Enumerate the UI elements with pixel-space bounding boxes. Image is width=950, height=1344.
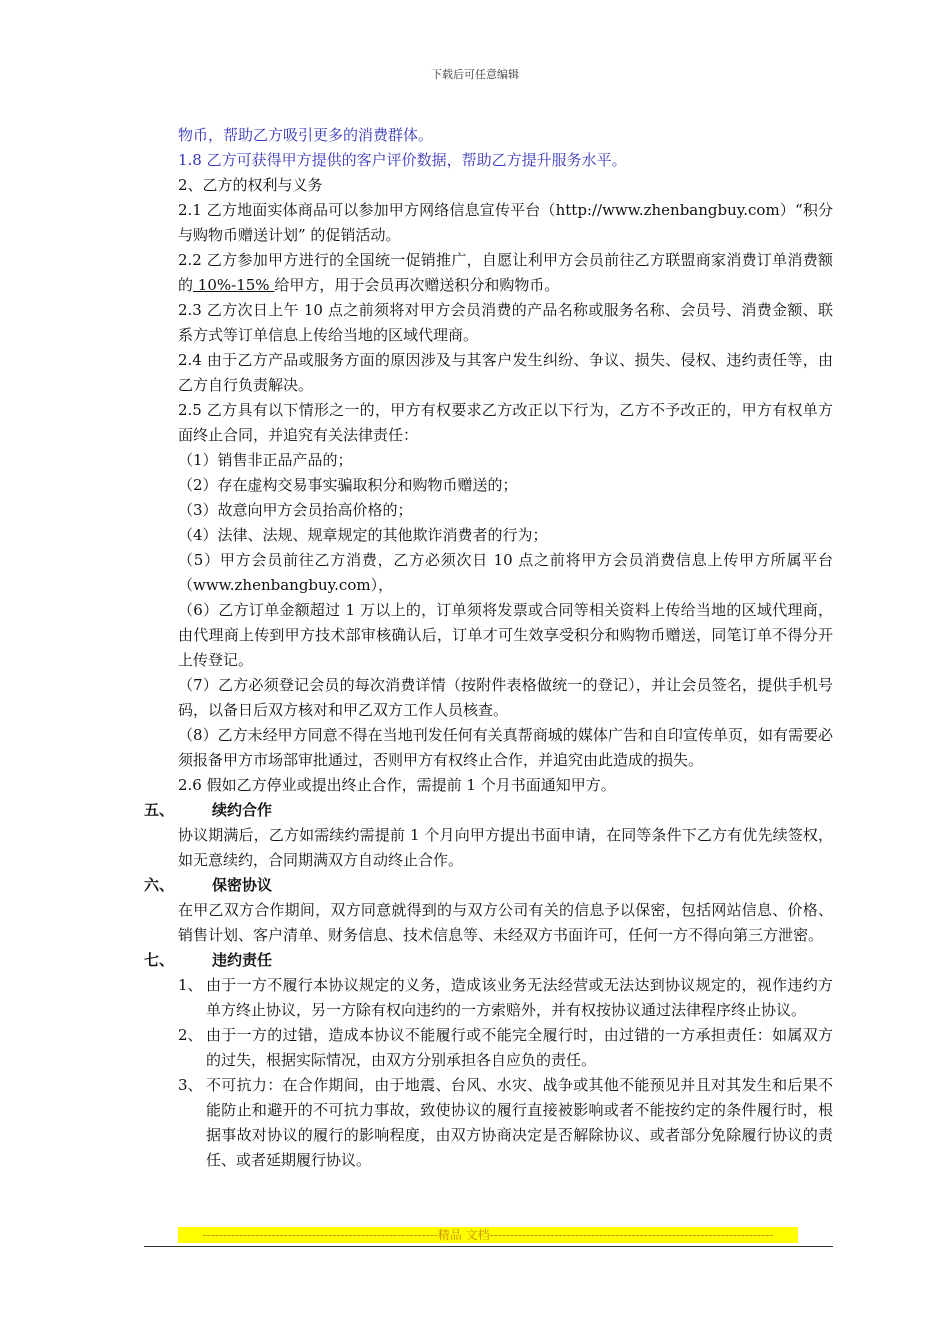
- rebate-percentage: 10%-15%: [193, 276, 275, 294]
- footer-divider: [144, 1246, 833, 1247]
- section-number: 五、: [144, 801, 175, 819]
- section-heading-6: [0, 873, 950, 898]
- list-item-text: 不可抗力：在合作期间，由于地震、台风、水灾、战争或其他不能预见并且对其发生和后果不能防止和避开的不可抗力事故，致使协议的履行直接被影响或者不能按约定的条件履行时，根据事故对协议的履行的影响程度，由双方协商决定是否解除协议、或者部分免除履行协议的责任、或者延期履行协议。: [206, 1076, 833, 1169]
- paragraph-2-5: 2.5 乙方具有以下情形之一的，甲方有权要求乙方改正以下行为，乙方不予改正的，甲方有权单方面终止合同，并追究有关法律责任：: [178, 401, 833, 444]
- section-title: 保密协议: [212, 876, 273, 894]
- list-item-number: 3、: [178, 1076, 203, 1094]
- list-item-number: 1、: [178, 976, 203, 994]
- section-heading-5: [0, 798, 950, 823]
- paragraph-2-2-part2: 给甲方，用于会员再次赠送积分和购物币。: [274, 276, 560, 294]
- list-item: [0, 1073, 833, 1173]
- paragraph-2-6: 2.6 假如乙方停业或提出终止合作，需提前 1 个月书面通知甲方。: [178, 776, 616, 794]
- section-number: 六、: [144, 876, 175, 894]
- section-number: 七、: [144, 951, 175, 969]
- section-heading-7: [0, 948, 950, 973]
- clause-7: （7）乙方必须登记会员的每次消费详情（按附件表格做统一的登记），并让会员签名，提供手机号码，以备日后双方核对和甲乙双方工作人员核查。: [178, 676, 833, 719]
- heading-2: 2、乙方的权利与义务: [178, 176, 323, 194]
- section-title: 续约合作: [212, 801, 273, 819]
- paragraph-l1: 物币，帮助乙方吸引更多的消费群体。: [178, 126, 434, 144]
- section-title: 违约责任: [212, 951, 273, 969]
- paragraph-2-3: 2.3 乙方次日上午 10 点之前须将对甲方会员消费的产品名称或服务名称、会员号、消费金额、联系方式等订单信息上传给当地的区域代理商。: [178, 301, 833, 344]
- clause-1: （1）销售非正品产品的；: [178, 451, 353, 469]
- clause-6: （6）乙方订单金额超过 1 万以上的，订单须将发票或合同等相关资料上传给当地的区域代理商，由代理商上传到甲方技术部审核确认后，订单才可生效享受积分和购物币赠送，同笔订单不得分开上传登记。: [178, 601, 833, 669]
- clause-3: （3）故意向甲方会员抬高价格的；: [178, 501, 413, 519]
- paragraph-2-2-part1: 2.2 乙方参加甲方进行的全国统一促销推广，自愿让利甲方会员前往乙方联盟商家消费订单消费额的: [178, 251, 833, 294]
- section-6-body: 在甲乙双方合作期间，双方同意就得到的与双方公司有关的信息予以保密，包括网站信息、价格、销售计划、客户清单、财务信息、技术信息等、未经双方书面许可，任何一方不得向第三方泄密。: [178, 901, 833, 944]
- page-header: 下载后可任意编辑: [431, 68, 519, 81]
- clause-2: （2）存在虚构交易事实骗取积分和购物币赠送的；: [178, 476, 518, 494]
- list-item: [0, 973, 833, 1023]
- clause-4: （4）法律、法规、规章规定的其他欺诈消费者的行为；: [178, 526, 548, 544]
- footer-banner: ----------------------------------------------------------精品 文档----------------------------------------------------------------------: [178, 1227, 798, 1243]
- paragraph-2-1: 2.1 乙方地面实体商品可以参加甲方网络信息宣传平台（http://www.zhenbangbuy.com）“积分与购物币赠送计划” 的促销活动。: [178, 201, 833, 244]
- document-body: [0, 123, 950, 1173]
- list-item-text: 由于一方的过错，造成本协议不能履行或不能完全履行时，由过错的一方承担责任：如属双方的过失，根据实际情况，由双方分别承担各自应负的责任。: [206, 1026, 833, 1069]
- list-item-text: 由于一方不履行本协议规定的义务，造成该业务无法经营或无法达到协议规定的，视作违约方单方终止协议，另一方除有权向违约的一方索赔外，并有权按协议通过法律程序终止协议。: [206, 976, 833, 1019]
- list-item: [0, 1023, 833, 1073]
- clause-5: （5）甲方会员前往乙方消费，乙方必须次日 10 点之前将甲方会员消费信息上传甲方所属平台（www.zhenbangbuy.com），: [178, 551, 833, 594]
- paragraph-1-8: 1.8 乙方可获得甲方提供的客户评价数据，帮助乙方提升服务水平。: [178, 151, 627, 169]
- list-item-number: 2、: [178, 1026, 203, 1044]
- clause-8: （8）乙方未经甲方同意不得在当地刊发任何有关真帮商城的媒体广告和自印宣传单页，如有需要必须报备甲方市场部审批通过，否则甲方有权终止合作，并追究由此造成的损失。: [178, 726, 833, 769]
- section-5-body: 协议期满后，乙方如需续约需提前 1 个月向甲方提出书面申请，在同等条件下乙方有优先续签权，如无意续约，合同期满双方自动终止合作。: [178, 826, 833, 869]
- paragraph-2-4: 2.4 由于乙方产品或服务方面的原因涉及与其客户发生纠纷、争议、损失、侵权、违约责任等，由乙方自行负责解决。: [178, 351, 833, 394]
- paragraph-2-2: [0, 248, 833, 298]
